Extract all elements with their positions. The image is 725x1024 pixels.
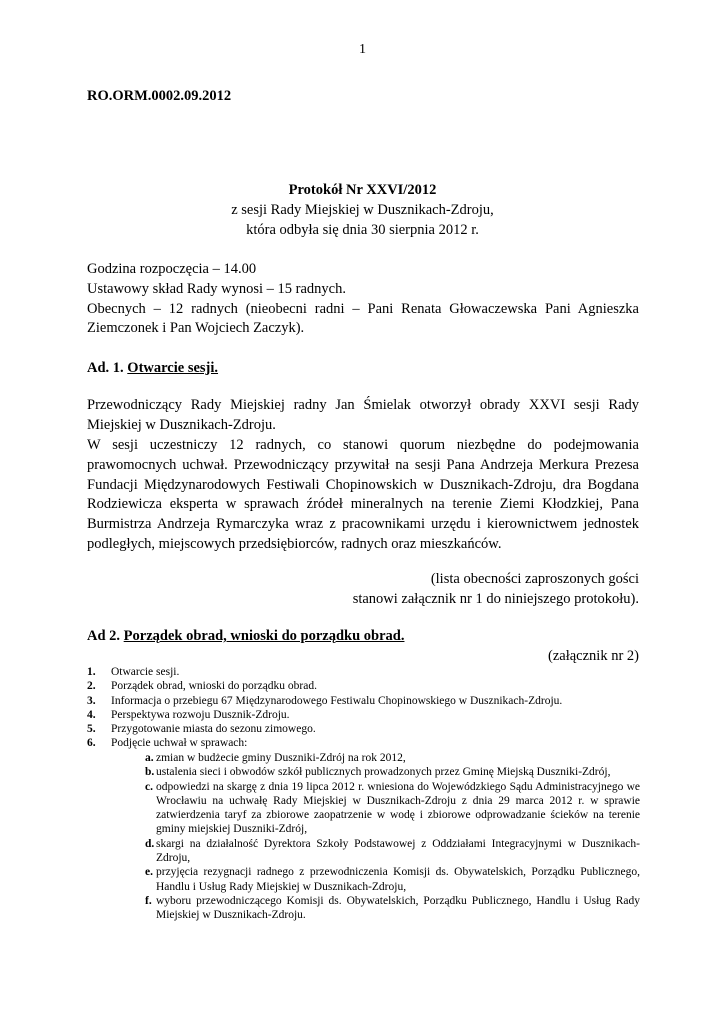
agenda-list: [87, 665, 639, 751]
resolution-item-text: przyjęcia rezygnacji radnego z przewodniczenia Komisji ds. Obywatelskich, Porządku Publicznego, Handlu i Usług Rady Miejskiej w Dusznikach-Zdroju,: [156, 866, 640, 893]
agenda-item-number: 4.: [87, 708, 96, 721]
start-time: Godzina rozpoczęcia – 14.00: [87, 261, 257, 277]
intro-section: [87, 260, 639, 339]
ad1-heading: [87, 359, 639, 379]
ad2-heading: [87, 627, 639, 647]
resolution-sublist: [145, 751, 640, 923]
ad1-prefix: Ad. 1.: [87, 360, 124, 376]
agenda-item: [87, 722, 639, 736]
agenda-item-number: 5.: [87, 723, 96, 736]
document-title: Protokół Nr XXVI/2012: [288, 182, 437, 198]
agenda-item-number: 1.: [87, 666, 96, 678]
resolution-item: [145, 894, 640, 923]
ad1-paragraph-1: Przewodniczący Rady Miejskiej radny Jan Śmielak otworzył obrady XXVI sesji Rady Miejskiej w Dusznikach-Zdroju.: [87, 397, 639, 433]
agenda-item-text: Przygotowanie miasta do sezonu zimowego.: [111, 723, 316, 736]
document-title-block: [0, 180, 725, 240]
resolution-item-letter: c.: [145, 780, 153, 793]
resolution-item-letter: f.: [145, 894, 152, 907]
ad1-note-line-2: stanowi załącznik nr 1 do niniejszego protokołu).: [352, 590, 639, 607]
agenda-item: [87, 708, 639, 722]
resolution-item: [145, 865, 640, 894]
resolution-item-text: zmian w budżecie gminy Duszniki-Zdrój na rok 2012,: [156, 752, 406, 764]
agenda-item: [87, 736, 639, 750]
resolution-item: [145, 780, 640, 837]
resolution-item-letter: e.: [145, 866, 153, 879]
ad1-attendance-note: [87, 570, 639, 610]
ad1-paragraph-2: W sesji uczestniczy 12 radnych, co stanowi quorum niezbędne do podejmowania prawomocnych uchwał. Przewodniczący przywitał na sesji Pana Andrzeja Merkura Prezesa Fundacji Międzynarodowych Festiwali Chopinowskich w Dusznikach-Zdroju, dra Bogdana Rodziewicza eksperta w sprawach źródeł mineralnych na terenie Ziemi Kłodzkiej, Pana Burmistrza Andrzeja Rymarczyka wraz z pracownikami urzędu i kierownictwem jednostek podległych, miejscowych przedsiębiorców, radnych oraz mieszkańców.: [87, 437, 639, 552]
agenda-item-number: 6.: [87, 737, 96, 750]
title-subtitle-2: która odbyła się dnia 30 sierpnia 2012 r.: [246, 222, 479, 238]
resolution-item-letter: a.: [145, 752, 154, 764]
resolution-item-text: skargi na działalność Dyrektora Szkoły Podstawowej z Oddziałami Integracyjnymi w Dusznikach-Zdroju,: [156, 837, 640, 865]
resolution-item-letter: d.: [145, 837, 155, 850]
resolution-item-letter: b.: [145, 766, 155, 779]
ad2-attachment-note: (załącznik nr 2): [548, 648, 639, 664]
resolution-item: [145, 765, 640, 779]
agenda-item-text: Porządek obrad, wnioski do porządku obrad.: [111, 680, 317, 693]
agenda-item: [87, 694, 639, 708]
agenda-item-text: Podjęcie uchwał w sprawach:: [111, 737, 248, 750]
agenda-item-number: 2.: [87, 680, 96, 693]
resolution-item-text: ustalenia sieci i obwodów szkół publicznych prowadzonych przez Gminę Miejską Duszniki-Zdrój,: [156, 766, 611, 779]
ad1-title: Otwarcie sesji.: [127, 360, 219, 376]
agenda-item-text: Informacja o przebiegu 67 Międzynarodowego Festiwalu Chopinowskiego w Dusznikach-Zdroju.: [111, 694, 563, 707]
agenda-item-text: Perspektywa rozwoju Dusznik-Zdroju.: [111, 708, 290, 721]
resolution-item: [145, 751, 640, 765]
agenda-item: [87, 665, 639, 679]
document-reference: RO.ORM.0002.09.2012: [87, 88, 232, 104]
ad2-title: Porządek obrad, wnioski do porządku obrad.: [123, 628, 405, 644]
ad2-prefix: Ad 2.: [87, 628, 121, 644]
resolution-item: [145, 837, 640, 866]
resolution-item-text: odpowiedzi na skargę z dnia 19 lipca 2012 r. wniesiona do Wojewódzkiego Sądu Administracyjnego we Wrocławiu na uchwałę Rady Miejskiej w Dusznikach-Zdroju z dnia 29 marca 2012 r. w sprawie zatwierdzenia taryf za zbiorowe zaopatrzenie w wodę i zbiorowe odprowadzanie ścieków na terenie gminy miejskiej Duszniki-Zdrój,: [156, 780, 640, 836]
attendance: Obecnych – 12 radnych (nieobecni radni – Pani Renata Głowaczewska Pani Agnieszka Ziemczonek i Pan Wojciech Zaczyk).: [87, 300, 639, 337]
agenda-item-number: 3.: [87, 694, 96, 707]
agenda-item: [87, 679, 639, 693]
agenda-item-text: Otwarcie sesji.: [111, 666, 180, 678]
resolution-item-text: wyboru przewodniczącego Komisji ds. Obywatelskich, Porządku Publicznego, Handlu i Usług Rady Miejskiej w Dusznikach-Zdroju.: [156, 894, 640, 922]
title-subtitle-1: z sesji Rady Miejskiej w Dusznikach-Zdroju,: [231, 202, 494, 218]
council-composition: Ustawowy skład Rady wynosi – 15 radnych.: [87, 280, 346, 297]
page-number: 1: [359, 42, 366, 57]
ad1-note-line-1: (lista obecności zaproszonych gości: [430, 571, 639, 587]
